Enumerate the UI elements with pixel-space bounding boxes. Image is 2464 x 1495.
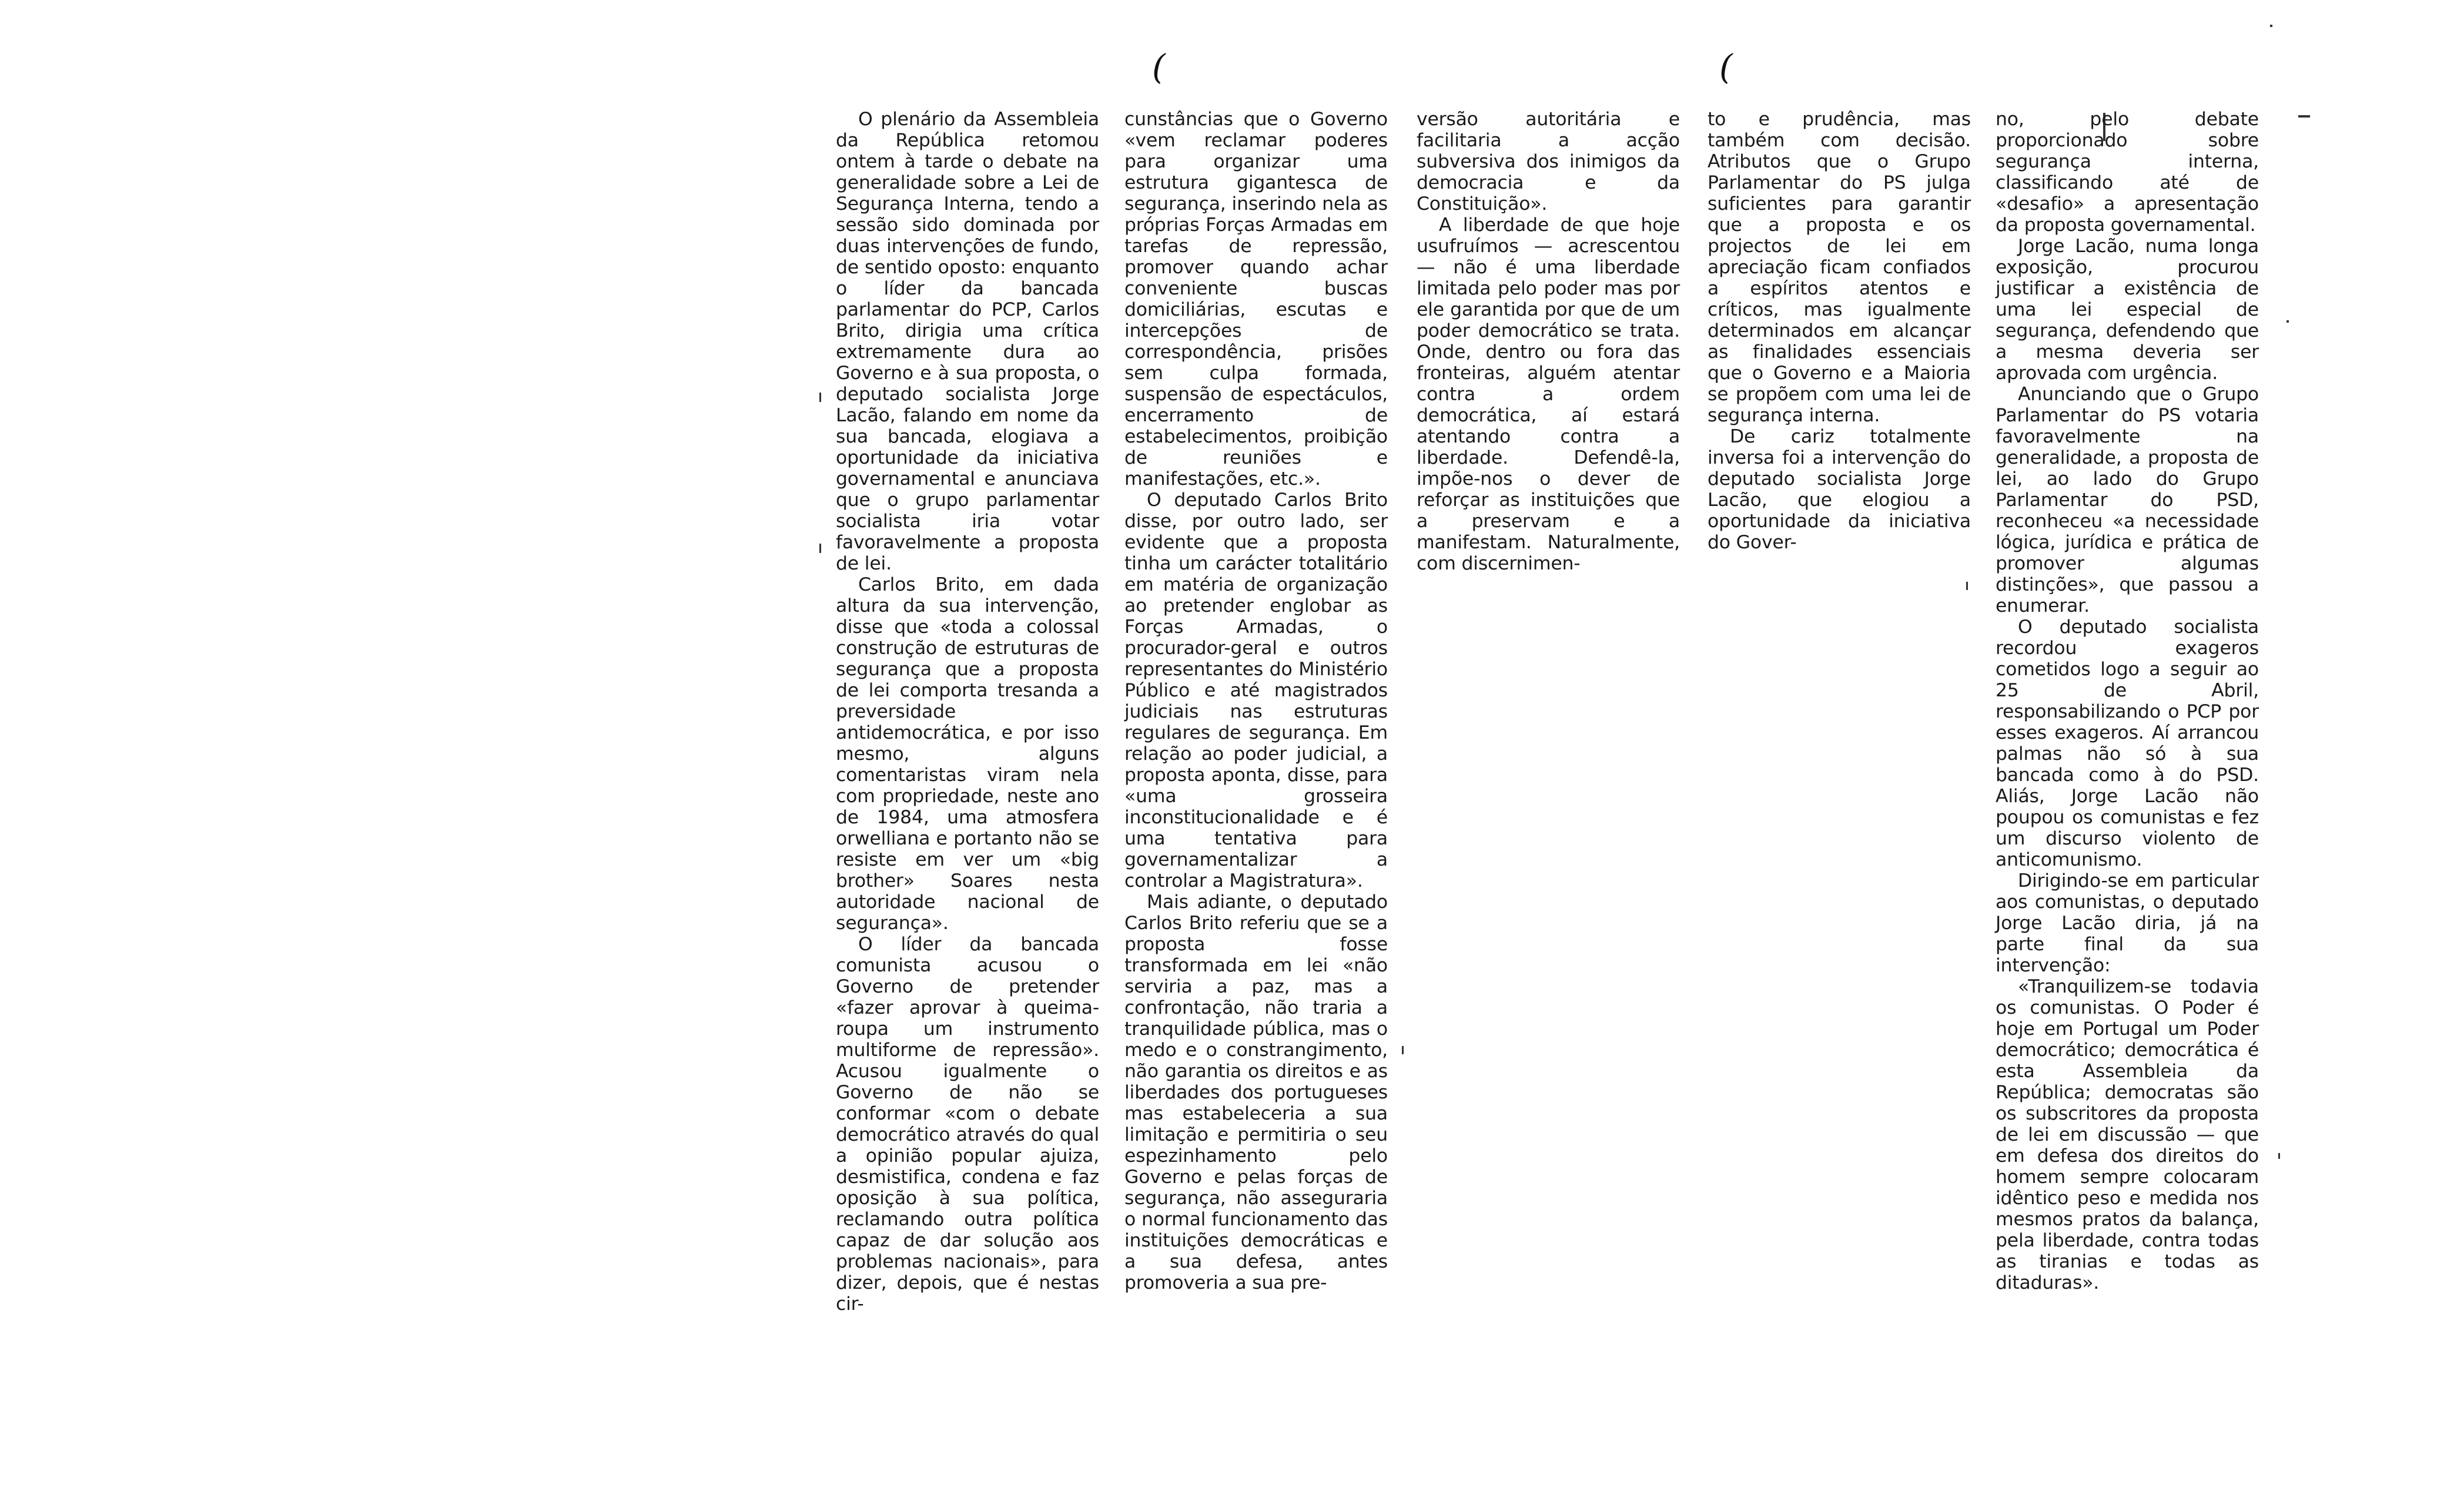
paragraph: «Tranquilizem-se todavia os comunistas. O Poder é hoje em Portugal um Poder democrático; democrática é esta Assembleia da República; democratas são os subscritores da proposta de lei em discussão — que em defesa dos direitos do homem sempre colocaram idêntico peso e medida nos mesmos pratos da balança, pela liberdade, contra todas as tiranias e todas as ditaduras».	[1996, 976, 2259, 1293]
paragraph: Carlos Brito, em dada altura da sua intervenção, disse que «toda a colossal construção de estruturas de segurança que a proposta de lei comporta tresanda a preversidade antidemocrática, e por isso mesmo, alguns comentaristas viram nela com propriedade, neste ano de 1984, uma atmosfera orwelliana e portanto não se resiste em ver um «big brother» Soares nesta autoridade nacional de segurança».	[836, 574, 1099, 934]
bracket-mark-left: (	[1152, 47, 1166, 87]
article-column-5	[1996, 109, 2259, 1293]
paragraph: Jorge Lacão, numa longa exposição, procurou justificar a existência de uma lei especial de segurança, defendendo que a mesma deveria ser aprovada com urgência.	[1996, 236, 2259, 384]
paragraph: to e prudência, mas também com decisão. Atributos que o Grupo Parlamentar do PS julga suficientes para garantir que a proposta e os projectos de lei em apreciação ficam confiados a espíritos atentos e críticos, mas igualmente determinados em alcançar as finalidades essenciais que o Governo e a Maioria se propõem com uma lei de segurança interna.	[1708, 109, 1971, 426]
margin-mark	[819, 393, 821, 402]
paragraph: O deputado socialista recordou exageros cometidos logo a seguir ao 25 de Abril, responsabilizando o PCP por esses exageros. Aí arrancou palmas não só à sua bancada como à do PSD. Aliás, Jorge Lacão não poupou os comunistas e fez um discurso violento de anticomunismo.	[1996, 616, 2259, 870]
margin-mark	[1966, 582, 1968, 590]
paragraph: no, pelo debate proporcionado sobre segurança interna, classificando até de «desafio» a apresentação da proposta governamental.	[1996, 109, 2259, 236]
bracket-mark-right: (	[1719, 47, 1733, 87]
article-column-4	[1708, 109, 1971, 553]
paragraph: Anunciando que o Grupo Parlamentar do PS votaria favoravelmente na generalidade, a proposta de lei, ao lado do Grupo Parlamentar do PSD, reconheceu «a necessidade lógica, jurídica e prática de promover algumas distinções», que passou a enumerar.	[1996, 384, 2259, 616]
margin-mark	[1402, 1046, 1404, 1054]
paragraph: A liberdade de que hoje usufruímos — acrescentou — não é uma liberdade limitada pelo poder mas por ele garantida por que de um poder democrático se trata. Onde, dentro ou fora das fronteiras, alguém atentar contra a ordem democrática, aí estará atentando contra a liberdade. Defendê-la, impõe-nos o dever de reforçar as instituições que a preservam e a manifestam. Naturalmente, com discernimen-	[1417, 214, 1680, 574]
article-column-2	[1124, 109, 1388, 1293]
margin-mark	[2286, 320, 2289, 323]
margin-mark	[819, 544, 821, 553]
paragraph: O plenário da Assembleia da República retomou ontem à tarde o debate na generalidade sobre a Lei de Segurança Interna, tendo a sessão sido dominada por duas intervenções de fundo, de sentido oposto: enquanto o líder da bancada parlamentar do PCP, Carlos Brito, dirigia uma crítica extremamente dura ao Governo e à sua proposta, o deputado socialista Jorge Lacão, falando em nome da sua bancada, elogiava a oportunidade da iniciativa governamental e anunciava que o grupo parlamentar socialista iria votar favoravelmente a proposta de lei.	[836, 109, 1099, 574]
paragraph: O líder da bancada comunista acusou o Governo de pretender «fazer aprovar à queima-roupa um instrumento multiforme de repressão». Acusou igualmente o Governo de não se conformar «com o debate democrático através do qual a opinião popular ajuiza, desmistifica, condena e faz oposição à sua política, reclamando outra política capaz de dar solução aos problemas nacionais», para dizer, depois, que é nestas cir-	[836, 934, 1099, 1315]
paragraph: Dirigindo-se em particular aos comunistas, o deputado Jorge Lacão diria, já na parte final da sua intervenção:	[1996, 870, 2259, 976]
article-column-1	[836, 109, 1099, 1315]
paragraph: De cariz totalmente inversa foi a intervenção do deputado socialista Jorge Lacão, que elogiou a oportunidade da iniciativa do Gover-	[1708, 426, 1971, 553]
paragraph: cunstâncias que o Governo «vem reclamar poderes para organizar uma estrutura gigantesca de segurança, inserindo nela as próprias Forças Armadas em tarefas de repressão, promover quando achar conveniente buscas domiciliárias, escutas e intercepções de correspondência, prisões sem culpa formada, suspensão de espectáculos, encerramento de estabelecimentos, proibição de reuniões e manifestações, etc.».	[1124, 109, 1388, 490]
margin-mark	[2270, 25, 2272, 27]
margin-mark	[2278, 1153, 2280, 1159]
paragraph: versão autoritária e facilitaria a acção subversiva dos inimigos da democracia e da Constituição».	[1417, 109, 1680, 214]
article-column-3	[1417, 109, 1680, 574]
paragraph: Mais adiante, o deputado Carlos Brito referiu que se a proposta fosse transformada em lei «não serviria a paz, mas a confrontação, não traria a tranquilidade pública, mas o medo e o constrangimento, não garantia os direitos e as liberdades dos portugueses mas estabeleceria a sua limitação e permitiria o seu espezinhamento pelo Governo e pelas forças de segurança, não asseguraria o normal funcionamento das instituições democráticas e a sua defesa, antes promoveria a sua pre-	[1124, 891, 1388, 1293]
paragraph: O deputado Carlos Brito disse, por outro lado, ser evidente que a proposta tinha um carácter totalitário em matéria de organização ao pretender englobar as Forças Armadas, o procurador-geral e outros representantes do Ministério Público e até magistrados judiciais nas estruturas regulares de segurança. Em relação ao poder judicial, a proposta aponta, disse, para «uma grosseira inconstitucionalidade e é uma tentativa para governamentalizar a controlar a Magistratura».	[1124, 490, 1388, 891]
margin-mark	[2298, 115, 2310, 118]
